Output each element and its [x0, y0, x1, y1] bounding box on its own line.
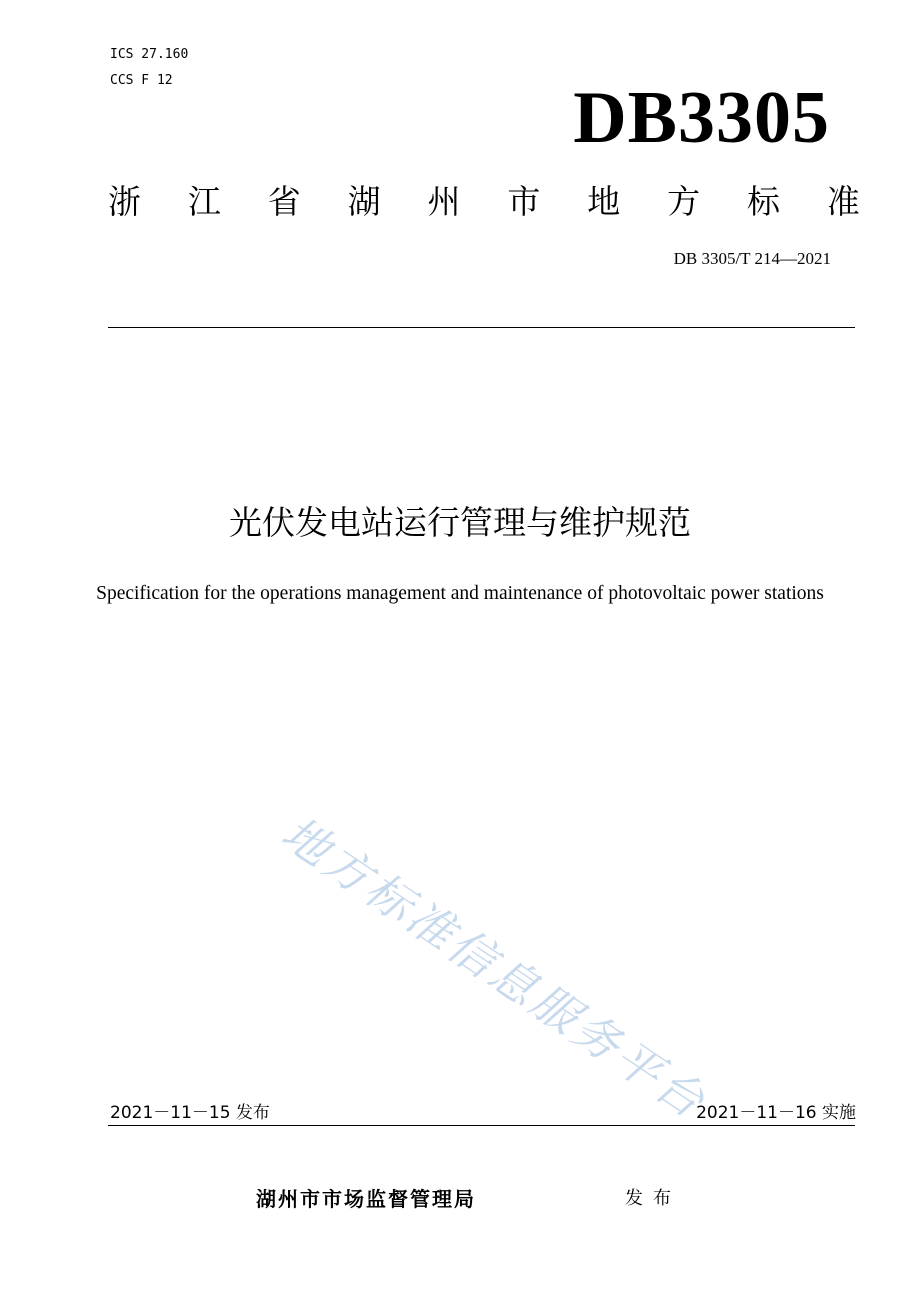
- standard-type-char: 江: [187, 182, 221, 221]
- standard-type-char: 州: [427, 182, 461, 221]
- standard-type-heading: [108, 180, 860, 224]
- standard-type-char: 市: [507, 182, 541, 221]
- standard-type-char: 浙: [108, 182, 141, 221]
- ics-code: ICS 27.160: [110, 47, 189, 62]
- standard-type-char: 省: [267, 182, 301, 221]
- watermark: 地方标准信息服务平台: [272, 805, 717, 1130]
- db-code-logo: DB3305: [573, 77, 830, 159]
- standard-type-char: 标: [747, 182, 780, 221]
- document-title-zh: 光伏发电站运行管理与维护规范: [229, 503, 691, 542]
- footer-divider: [108, 1125, 855, 1126]
- publish-label: 发布: [625, 1188, 681, 1209]
- standard-number: DB 3305/T 214—2021: [673, 249, 831, 268]
- issue-date: 2021－11－15 发布: [110, 1103, 270, 1123]
- document-title-en: Specification for the operations management and maintenance of photovoltaic power stations: [96, 583, 824, 604]
- standard-type-char: 湖: [347, 182, 381, 221]
- standard-type-char: 方: [667, 182, 701, 221]
- publisher-name: 湖州市市场监督管理局: [256, 1187, 476, 1211]
- standard-type-char: 地: [587, 182, 621, 221]
- standard-type-char: 准: [826, 182, 860, 221]
- ccs-code: CCS F 12: [110, 73, 173, 88]
- header-divider: [108, 327, 855, 328]
- implementation-date: 2021－11－16 实施: [696, 1103, 856, 1123]
